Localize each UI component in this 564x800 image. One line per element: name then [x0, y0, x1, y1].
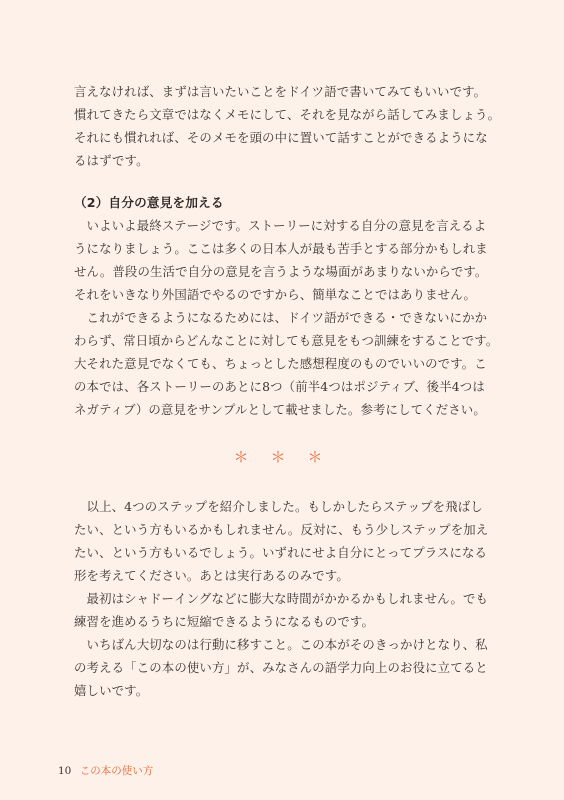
running-title: この本の使い方 [79, 765, 154, 777]
intro-line: るはずです。 [74, 153, 149, 168]
section-line: うになりましょう。ここは多くの日本人が最も苦手とする部分かもしれま [74, 241, 488, 256]
section-line: ネガティブ）の意見をサンプルとして載せました。参考にしてください。 [74, 402, 486, 417]
closing-line: 最初はシャドーイングなどに膨大な時間がかかるかもしれません。でも [74, 591, 489, 606]
section-line: それをいきなり外国語でやるのですから、簡単なことではありません。 [74, 287, 477, 302]
section-line: せん。普段の生活で自分の意見を言うような場面があまりないからです。 [74, 264, 488, 279]
section-body [74, 214, 499, 421]
section-line: わらず、常日頃からどんなことに対しても意見をもつ訓練をすることです。 [74, 333, 499, 348]
section-line: の本では、各ストーリーのあとに8つ（前半4つはポジティブ、後半4つは [74, 379, 485, 394]
closing-line: 形を考えてください。あとは実行あるのみです。 [74, 568, 349, 583]
asterisk-separator: ＊＊＊ [233, 448, 345, 466]
page-number: 10 [58, 765, 72, 777]
closing-line: たい、という方もいるかもしれません。反対に、もう少しステップを加え [74, 522, 489, 537]
intro-paragraph [74, 80, 501, 172]
closing-paragraph [74, 495, 494, 702]
intro-line: それにも慣れれば、そのメモを頭の中に置いて話すことができるようにな [74, 130, 488, 145]
closing-line: の考える「この本の使い方」が、みなさんの語学力向上のお役に立てると [74, 660, 488, 675]
closing-line: いちばん大切なのは行動に移すこと。この本がそのきっかけとなり、私 [74, 637, 488, 652]
section-line: これができるようになるためには、ドイツ語ができる・できないにかか [74, 310, 488, 325]
closing-line: 嬉しいです。 [74, 683, 149, 698]
page-footer [58, 763, 153, 778]
section-line: いよいよ最終ステージです。ストーリーに対する自分の意見を言えるよ [74, 218, 487, 233]
section-line: 大それた意見でなくても、ちょっとした感想程度のものでいいのです。こ [74, 356, 487, 371]
intro-line: 言えなければ、まずは言いたいことをドイツ語で書いてみてもいいです。 [74, 84, 487, 99]
intro-line: 慣れてきたら文章ではなくメモにして、それを見ながら話してみましょう。 [74, 107, 501, 122]
page-content [74, 80, 501, 702]
closing-line: たい、という方もいるでしょう。いずれにせよ自分にとってプラスになる [74, 545, 488, 560]
closing-line: 練習を進めるうちに短縮できるようになるものです。 [74, 614, 374, 629]
section-heading: （2）自分の意見を加える [74, 195, 224, 210]
closing-line: 以上、4つのステップを紹介しました。もしかしたらステップを飛ばし [74, 499, 483, 514]
